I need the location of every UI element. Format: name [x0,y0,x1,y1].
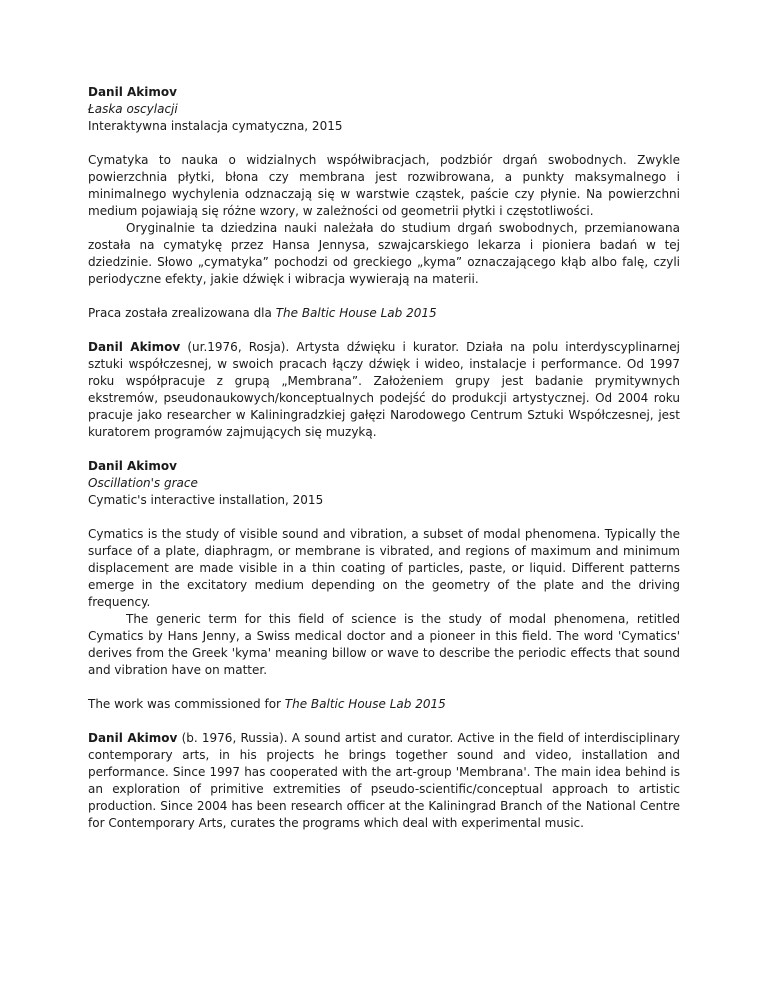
pl-bio-text: (ur.1976, Rosja). Artysta dźwięku i kurator. Działa na polu interdyscyplinarnej sztuki współczesnej, w swoich pracach łączy dźwięk i wideo, instalacje i performance. Od 1997 roku współpracuje z grupą „Membrana”. Założeniem grupy jest badanie prymitywnych ekstremów, pseudonaukowych/konceptualnych podejść do produkcji artystycznej. Od 2004 roku pracuje jako researcher w Kaliningradzkiej gałęzi Narodowego Centrum Sztuki Współczesnej, jest kuratorem programów zajmujących się muzyką. [88,340,680,439]
en-paragraph-2: The generic term for this field of science is the study of modal phenomena, retitled Cymatics by Hans Jenny, a Swiss medical doctor and a pioneer in this field. The word 'Cymatics' derives from the Greek 'kyma' meaning billow or wave to describe the periodic effects that sound and vibration have on matter. [88,612,680,677]
en-bio-text: (b. 1976, Russia). A sound artist and curator. Active in the field of interdisciplinary contemporary arts, in his projects he brings together sound and video, installation and performance. Since 1997 has cooperated with the art-group 'Membrana'. The main idea behind is an exploration of primitive extremities of pseudo-scientific/conceptual approach to artistic production. Since 2004 has been research officer at the Kaliningrad Branch of the National Centre for Contemporary Arts, curates the programs which deal with experimental music. [88,731,680,830]
pl-artist-name: Danil Akimov [88,85,177,99]
pl-paragraph-2: Oryginalnie ta dziedzina nauki należała do studium drgań swobodnych, przemianowana została na cymatykę przez Hansa Jennysa, szwajcarskiego lekarza i pioniera badań w tej dziedzinie. Słowo „cymatyka” pochodzi od greckiego „kyma” oznaczającego kłąb albo falę, czyli periodyczne efekty, jakie dźwięk i wibracja wywierają na materii. [88,221,680,286]
en-commission-venue: The Baltic House Lab 2015 [284,697,446,711]
pl-commission-line [88,305,680,322]
en-commission-prefix: The work was commissioned for [88,697,285,711]
pl-work-title: Łaska oscylacji [88,102,178,116]
pl-bio-name: Danil Akimov [88,340,181,354]
pl-commission-venue: The Baltic House Lab 2015 [275,306,437,320]
pl-paragraph-1: Cymatyka to nauka o widzialnych współwibracjach, podzbiór drgań swobodnych. Zwykle powierzchnia płytki, błona czy membrana jest rozwibrowana, a punkty maksymalnego i minimalnego wychylenia odznaczają się w warstwie cząstek, paście czy płynie. Na powierzchni medium pojawiają się różne wzory, w zależności od geometrii płytki i częstotliwości. [88,153,680,218]
en-work-subtitle: Cymatic's interactive installation, 2015 [88,493,324,507]
en-bio [88,730,680,832]
en-paragraph-1: Cymatics is the study of visible sound and vibration, a subset of modal phenomena. Typically the surface of a plate, diaphragm, or membrane is vibrated, and regions of maximum and minimum displacement are made visible in a thin coating of particles, paste, or liquid. Different patterns emerge in the excitatory medium depending on the geometry of the plate and the driving frequency. [88,527,680,609]
pl-bio [88,339,680,441]
en-work-title: Oscillation's grace [88,476,198,490]
en-artist-name: Danil Akimov [88,459,177,473]
pl-commission-prefix: Praca została zrealizowana dla [88,306,276,320]
document-page [88,84,680,832]
en-commission-line [88,696,680,713]
pl-work-subtitle: Interaktywna instalacja cymatyczna, 2015 [88,119,343,133]
en-bio-name: Danil Akimov [88,731,178,745]
